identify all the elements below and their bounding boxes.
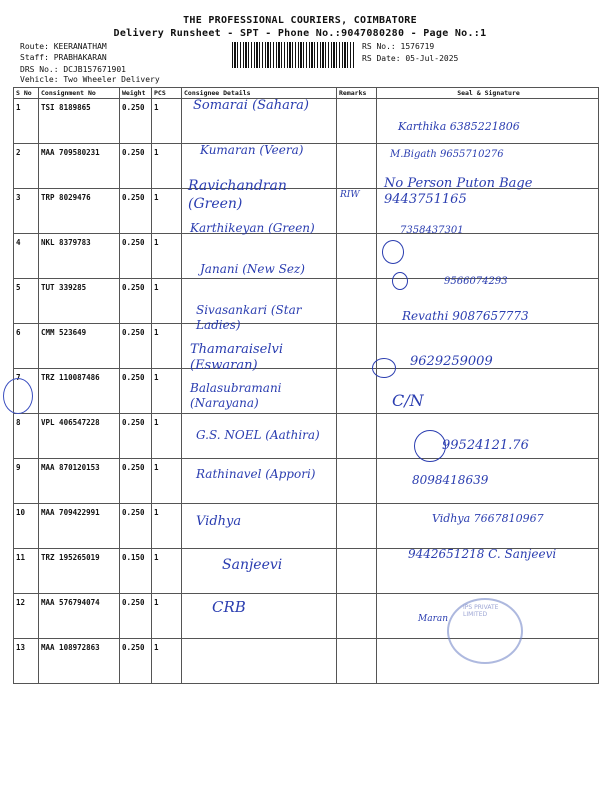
route-label: Route: KEERANATHAM: [20, 42, 107, 51]
cell-sno: 2: [14, 144, 39, 189]
cell-sno: 9: [14, 459, 39, 504]
cell-remarks: [337, 99, 377, 144]
handwritten-signature: 8098418639: [412, 473, 489, 487]
cell-pcs: 1: [152, 549, 182, 594]
cell-consignment-no: TRP 8029476: [39, 189, 120, 234]
cell-weight: 0.250: [120, 594, 152, 639]
col-header-consignee: Consignee Details: [182, 88, 337, 99]
cell-remarks: [337, 414, 377, 459]
cell-pcs: 1: [152, 594, 182, 639]
cell-pcs: 1: [152, 144, 182, 189]
col-header-sno: S No: [14, 88, 39, 99]
cell-weight: 0.250: [120, 279, 152, 324]
cell-pcs: 1: [152, 504, 182, 549]
cell-weight: 0.250: [120, 459, 152, 504]
cell-pcs: 1: [152, 459, 182, 504]
drs-number: DRS No.: DCJB157671901: [20, 65, 126, 74]
cell-consignee-details: [182, 639, 337, 684]
table-header-row: [14, 88, 599, 99]
cell-pcs: 1: [152, 99, 182, 144]
cell-weight: 0.250: [120, 234, 152, 279]
handwritten-signature: 9566074293: [444, 276, 508, 287]
handwritten-consignee: G.S. NOEL (Aathira): [196, 428, 320, 442]
cell-weight: 0.250: [120, 414, 152, 459]
rs-date: RS Date: 05-Jul-2025: [362, 54, 459, 63]
cell-remarks: [337, 324, 377, 369]
cell-weight: 0.150: [120, 549, 152, 594]
cell-weight: 0.250: [120, 324, 152, 369]
handwritten-signature: Vidhya 7667810967: [432, 512, 544, 525]
handwritten-signature: Maran: [418, 614, 449, 624]
cell-consignment-no: TRZ 195265019: [39, 549, 120, 594]
cell-sno: 8: [14, 414, 39, 459]
handwritten-consignee: Thamaraiselvi (Eswaran): [190, 342, 284, 374]
signature-scribble: [382, 240, 404, 264]
barcode-image: [232, 42, 354, 68]
handwritten-signature: M.Bigath 9655710276: [390, 149, 504, 160]
cell-consignment-no: MAA 709422991: [39, 504, 120, 549]
cell-sno: 10: [14, 504, 39, 549]
cell-sno: 1: [14, 99, 39, 144]
cell-pcs: 1: [152, 369, 182, 414]
cell-pcs: 1: [152, 324, 182, 369]
cell-sno: 6: [14, 324, 39, 369]
cell-sno: 3: [14, 189, 39, 234]
cell-seal-signature: [377, 234, 599, 279]
table-bottom-rule: [14, 684, 599, 691]
document-title: THE PROFESSIONAL COURIERS, COIMBATORE: [183, 15, 417, 26]
stamp-text: IPS PRIVATE LIMITED: [463, 604, 499, 618]
cell-consignment-no: VPL 406547228: [39, 414, 120, 459]
handwritten-consignee: Somarai (Sahara): [193, 98, 309, 113]
cell-weight: 0.250: [120, 369, 152, 414]
handwritten-consignee: Ravichandran (Green): [188, 178, 287, 212]
row-8-circle-mark: [3, 378, 33, 414]
handwritten-consignee: Sivasankari (Star Ladies): [196, 303, 302, 332]
rs-number: RS No.: 1576719: [362, 42, 435, 51]
handwritten-signature: Revathi 9087657773: [402, 309, 529, 323]
cell-consignment-no: TRZ 110087486: [39, 369, 120, 414]
signature-scribble: [372, 358, 396, 378]
col-header-remarks: Remarks: [337, 88, 377, 99]
cell-remarks: [337, 504, 377, 549]
handwritten-consignee: Balasubramani (Narayana): [190, 381, 282, 410]
cell-weight: 0.250: [120, 144, 152, 189]
cell-pcs: 1: [152, 234, 182, 279]
cell-weight: 0.250: [120, 504, 152, 549]
col-header-consignment: Consignment No: [39, 88, 120, 99]
cell-remarks: [337, 279, 377, 324]
cell-remarks: [337, 639, 377, 684]
cell-consignment-no: MAA 576794074: [39, 594, 120, 639]
cell-pcs: 1: [152, 639, 182, 684]
signature-scribble: [392, 272, 408, 290]
handwritten-consignee: CRB: [212, 598, 246, 616]
cell-consignment-no: TUT 339285: [39, 279, 120, 324]
cell-pcs: 1: [152, 189, 182, 234]
handwritten-signature: Karthika 6385221806: [398, 120, 520, 133]
cell-sno: 11: [14, 549, 39, 594]
handwritten-consignee: Rathinavel (Appori): [196, 467, 316, 481]
handwritten-signature: No Person Puton Bage 9443751165: [384, 176, 533, 208]
cell-weight: 0.250: [120, 189, 152, 234]
cell-seal-signature: [377, 504, 599, 549]
cell-pcs: 1: [152, 414, 182, 459]
cell-consignment-no: MAA 108972863: [39, 639, 120, 684]
cell-consignment-no: MAA 870120153: [39, 459, 120, 504]
col-header-weight: Weight: [120, 88, 152, 99]
document-subtitle: Delivery Runsheet - SPT - Phone No.:9047080280 - Page No.:1: [113, 28, 487, 39]
cell-pcs: 1: [152, 279, 182, 324]
cell-sno: 12: [14, 594, 39, 639]
cell-sno: 5: [14, 279, 39, 324]
handwritten-signature: 9629259009: [410, 354, 493, 369]
handwritten-consignee: Janani (New Sez): [200, 262, 305, 276]
cell-sno: 4: [14, 234, 39, 279]
cell-sno: 13: [14, 639, 39, 684]
cell-consignment-no: TSI 8189865: [39, 99, 120, 144]
cell-remarks: [337, 369, 377, 414]
company-stamp: [447, 598, 523, 664]
handwritten-consignee: Karthikeyan (Green): [190, 221, 315, 235]
handwritten-consignee: Sanjeevi: [222, 557, 283, 573]
handwritten-signature: 99524121.76: [442, 438, 529, 453]
cell-sno: 7: [14, 369, 39, 414]
cell-weight: 0.250: [120, 639, 152, 684]
cell-remarks: [337, 234, 377, 279]
col-header-signature: Seal & Signature: [377, 88, 599, 99]
vehicle-label: Vehicle: Two Wheeler Delivery: [20, 75, 160, 84]
cell-consignment-no: NKL 8379783: [39, 234, 120, 279]
cell-remarks: [337, 144, 377, 189]
handwritten-signature: 9442651218 C. Sanjeevi: [408, 547, 557, 561]
cell-weight: 0.250: [120, 99, 152, 144]
cell-consignment-no: MAA 709580231: [39, 144, 120, 189]
handwritten-consignee: Kumaran (Veera): [200, 143, 304, 157]
handwritten-remarks: RIW: [340, 190, 360, 200]
col-header-pcs: PCS: [152, 88, 182, 99]
handwritten-consignee: Vidhya: [196, 514, 242, 529]
cell-consignment-no: CMM 523649: [39, 324, 120, 369]
handwritten-signature: C/N: [392, 391, 424, 410]
handwritten-signature: 7358437301: [400, 225, 464, 236]
signature-scribble: [414, 430, 446, 462]
staff-label: Staff: PRABHAKARAN: [20, 53, 107, 62]
cell-remarks: [337, 459, 377, 504]
